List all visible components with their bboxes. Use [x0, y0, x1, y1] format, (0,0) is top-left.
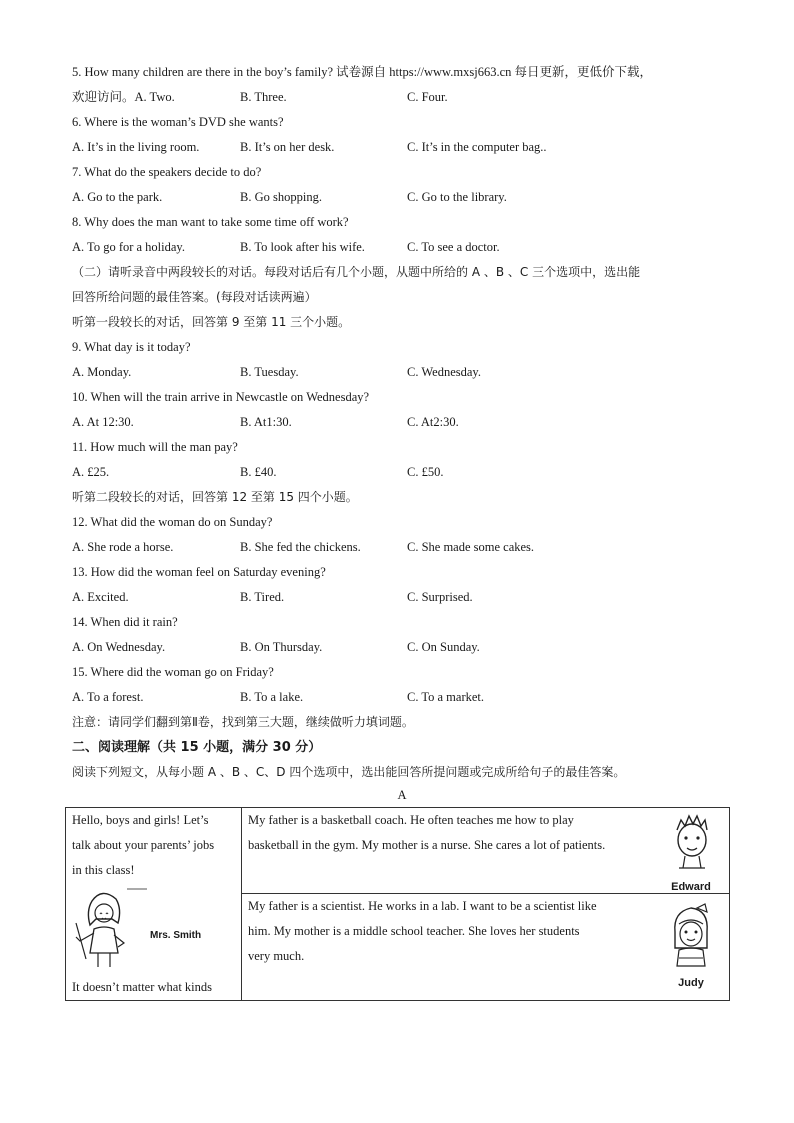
option-c: C. At2:30.: [407, 415, 459, 429]
option-c: C. Go to the library.: [407, 190, 507, 204]
question-9-options: [72, 360, 732, 385]
edward-figure: [661, 812, 721, 893]
option-a: A. She rode a horse.: [72, 540, 174, 554]
question-10: [72, 385, 732, 410]
option-a: A. £25.: [72, 465, 110, 479]
option-b: B. Go shopping.: [240, 190, 322, 204]
dialog-2-instruction: 听第二段较长的对话，回答第 12 至第 15 四个小题。: [72, 490, 358, 504]
option-b: B. It’s on her desk.: [240, 140, 335, 154]
question-14-options: [72, 635, 732, 660]
note: 注意：请同学们翻到第Ⅱ卷，找到第三大题，继续做听力填词题。: [72, 715, 414, 729]
option-c: C. To see a doctor.: [407, 240, 500, 254]
option-a: A. At 12:30.: [72, 415, 134, 429]
option-b: B. £40.: [240, 465, 277, 479]
question-15-options: [72, 685, 732, 710]
question-text: 12. What did the woman do on Sunday?: [72, 515, 273, 529]
option-b: B. On Thursday.: [240, 640, 323, 654]
option-c: C. Four.: [407, 90, 448, 104]
judy-cell: [242, 894, 730, 1001]
option-b: B. To a lake.: [240, 690, 304, 704]
option-c: C. £50.: [407, 465, 444, 479]
dialog-1-instruction: 听第一段较长的对话，回答第 9 至第 11 三个小题。: [72, 315, 351, 329]
boy-face-icon: [669, 812, 713, 872]
question-6-options: [72, 135, 732, 160]
teacher-illustration: [72, 883, 235, 975]
section-2-title: 二、阅读理解（共 15 小题，满分 30 分）: [72, 740, 322, 755]
question-11-options: [72, 460, 732, 485]
question-7-options: [72, 185, 732, 210]
question-text: 6. Where is the woman’s DVD she wants?: [72, 115, 284, 129]
question-text: 11. How much will the man pay?: [72, 440, 238, 454]
question-6: [72, 110, 732, 135]
question-11: [72, 435, 732, 460]
option-c: C. Surprised.: [407, 590, 473, 604]
question-12: [72, 510, 732, 535]
question-13-options: [72, 585, 732, 610]
option-c: C. She made some cakes.: [407, 540, 535, 554]
teacher-figure-icon: [72, 883, 147, 975]
option-c: C. On Sunday.: [407, 640, 480, 654]
option-a: A. To go for a holiday.: [72, 240, 185, 254]
option-a: A. To a forest.: [72, 690, 144, 704]
question-text: 15. Where did the woman go on Friday?: [72, 665, 274, 679]
question-text: 8. Why does the man want to take some time off work?: [72, 215, 349, 229]
passage-a-table: [65, 807, 730, 1001]
teacher-text-line: Hello, boys and girls! Let’s: [72, 813, 209, 827]
question-text: 13. How did the woman feel on Saturday evening?: [72, 565, 326, 579]
girl-face-icon: [667, 902, 715, 968]
question-text: 5. How many children are there in the boy’s family? 试卷源自 https://www.mxsj663.cn 每日更新，更低价下载，: [72, 65, 653, 79]
option-b: B. She fed the chickens.: [240, 540, 361, 554]
question-text: 14. When did it rain?: [72, 615, 178, 629]
judy-text-line: My father is a scientist. He works in a lab. I want to be a scientist like: [248, 899, 597, 914]
edward-text-line: basketball in the gym. My mother is a nurse. She cares a lot of patients.: [248, 838, 606, 852]
question-14: [72, 610, 732, 635]
question-13: [72, 560, 732, 585]
question-9: [72, 335, 732, 360]
question-7: [72, 160, 732, 185]
teacher-cell: [66, 808, 242, 1001]
teacher-text-line: talk about your parents’ jobs: [72, 838, 215, 852]
edward-text-line: My father is a basketball coach. He often teaches me how to play: [248, 813, 574, 827]
question-text: 7. What do the speakers decide to do?: [72, 165, 262, 179]
judy-text-line: very much.: [248, 949, 305, 964]
option-b: B. To look after his wife.: [240, 240, 365, 254]
option-a: A. Excited.: [72, 590, 129, 604]
teacher-text-line: It doesn’t matter what kinds: [72, 980, 213, 994]
question-8: [72, 210, 732, 235]
question-15: [72, 660, 732, 685]
option-c: C. To a market.: [407, 690, 485, 704]
option-b: B. Three.: [240, 90, 287, 104]
option-c: C. Wednesday.: [407, 365, 481, 379]
passage-label: A: [397, 788, 407, 802]
section-2-instructions: 阅读下列短文，从每小题 A 、B 、C、D 四个选项中，选出能回答所提问题或完成所给句子的最佳答案。: [72, 765, 626, 779]
judy-figure: [661, 902, 721, 989]
exam-page: [72, 60, 732, 1001]
option-a: A. It’s in the living room.: [72, 140, 200, 154]
option-a: A. Go to the park.: [72, 190, 163, 204]
option-a: 欢迎访问。A. Two.: [72, 90, 175, 104]
question-text: 9. What day is it today?: [72, 340, 191, 354]
question-5-options: [72, 85, 732, 110]
question-text: 10. When will the train arrive in Newcastle on Wednesday?: [72, 390, 370, 404]
option-b: B. Tuesday.: [240, 365, 299, 379]
judy-text-line: him. My mother is a middle school teacher. She loves her students: [248, 924, 580, 939]
option-a: A. On Wednesday.: [72, 640, 166, 654]
option-a: A. Monday.: [72, 365, 132, 379]
question-8-options: [72, 235, 732, 260]
option-b: B. Tired.: [240, 590, 285, 604]
question-10-options: [72, 410, 732, 435]
instructions-part2-line2: 回答所给问题的最佳答案。(每段对话读两遍）: [72, 290, 317, 304]
edward-cell: [242, 808, 730, 894]
edward-name: Edward: [671, 881, 711, 893]
instructions-part2-line1: （二）请听录音中两段较长的对话。每段对话后有几个小题，从题中所给的 A 、B 、C 三个选项中，选出能: [72, 265, 641, 279]
question-5: [72, 60, 732, 85]
question-12-options: [72, 535, 732, 560]
option-c: C. It’s in the computer bag..: [407, 140, 547, 154]
teacher-name-label: Mrs. Smith: [150, 930, 202, 941]
teacher-text-line: in this class!: [72, 863, 135, 877]
option-b: B. At1:30.: [240, 415, 292, 429]
judy-name: Judy: [678, 977, 704, 990]
